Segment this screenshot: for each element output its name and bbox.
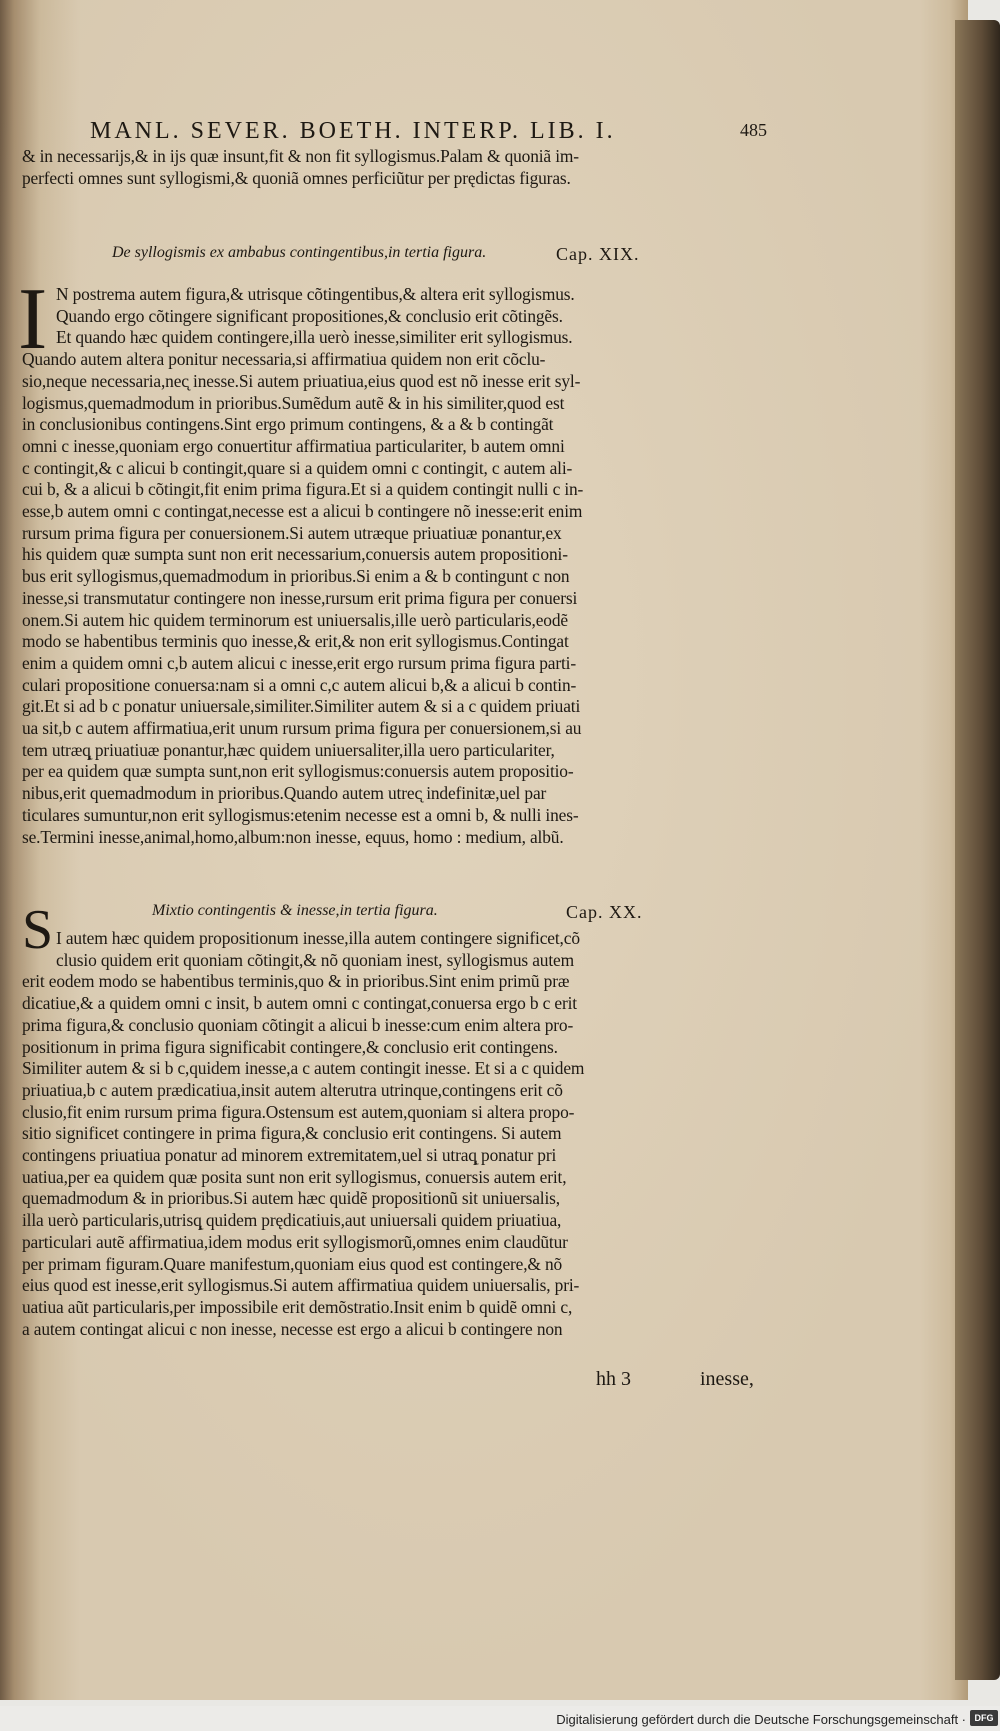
text-line: enim a quidem omni c,b autem alicui c inesse,erit ergo rursum prima figura parti- xyxy=(22,652,576,673)
chapter19-cap: Cap. XIX. xyxy=(556,244,640,264)
text-line: Quando ergo cõtingere significant propositiones,& conclusio erit cõtingẽs. xyxy=(56,305,563,326)
intro-paragraph xyxy=(22,146,780,189)
text-line: per ea quidem quæ sumpta sunt,non erit syllogismus:conuersis autem propositio- xyxy=(22,761,574,782)
text-line: omni c inesse,quoniam ergo conuertitur affirmatiua particulariter, b autem omni xyxy=(22,435,565,456)
text-line: I autem hæc quidem propositionum inesse,illa autem contingere significet,cõ xyxy=(56,928,580,948)
text-line: a autem contingat alicui c non inesse, necesse est ergo a alicui b contingere non xyxy=(22,1318,563,1339)
drop-initial-i: I xyxy=(18,271,48,368)
running-head: MANL. SEVER. BOETH. INTERP. LIB. I. xyxy=(90,118,616,144)
text-line: in conclusionibus contingens.Sint ergo primum contingens, & a & b contingãt xyxy=(22,414,554,435)
text-line: git.Et si ad b c ponatur uniuersale,similiter.Similiter autem & si a c quidem priuati xyxy=(22,696,581,717)
text-line: Et quando hæc quidem contingere,illa uerò inesse,similiter erit syllogismus. xyxy=(56,327,573,348)
text-line: ticulares sumuntur,non erit syllogismus:etenim necesse est a omni b, & nulli ines- xyxy=(22,804,579,825)
chapter19-body xyxy=(22,284,780,848)
text-line: c contingit,& c alicui b contingit,quare si a quidem omni c contingit, c autem ali- xyxy=(22,457,573,478)
text-line: tem utræq̨ priuatiuæ ponantur,hæc quidem uniuersaliter,illa uero particulariter, xyxy=(22,739,555,760)
text-line: nibus,erit quemadmodum in prioribus.Quando autem utrec̨ indefinitæ,uel par xyxy=(22,783,547,804)
text-line: clusio,fit enim rursum prima figura.Ostensum est autem,quoniam si altera propo- xyxy=(22,1101,575,1122)
page-number: 485 xyxy=(740,120,767,140)
text-line: N postrema autem figura,& utrisque cõtingentibus,& altera erit syllogismus. xyxy=(56,284,575,304)
dfg-logo: DFG xyxy=(970,1710,998,1726)
footer-credit: Digitalisierung gefördert durch die Deutsche Forschungsgemeinschaft · xyxy=(556,1712,966,1727)
text-line: erit eodem modo se habentibus terminis,quo & in prioribus.Sint enim primũ præ xyxy=(22,971,570,992)
page-edge xyxy=(955,20,1000,1680)
text-line: clusio quidem erit quoniam cõtingit,& nõ quoniam inest, syllogismus autem xyxy=(56,949,574,970)
text-line: onem.Si autem hic quidem terminorum est uniuersalis,ille uerò particularis,eodẽ xyxy=(22,609,568,630)
signature-mark: hh 3 xyxy=(596,1368,631,1390)
text-line: eius quod est inesse,erit syllogismus.Si autem affirmatiua quidem uniuersalis, pri- xyxy=(22,1275,580,1296)
text-line: perfecti omnes sunt syllogismi,& quoniã omnes perficiũtur per prędictas figuras. xyxy=(22,167,571,188)
text-line: ua sit,b c autem affirmatiua,erit unum rursum prima figura per conuersionem,si au xyxy=(22,718,582,739)
text-line: quemadmodum & in prioribus.Si autem hæc quidẽ propositionũ sit uniuersalis, xyxy=(22,1188,560,1209)
text-line: dicatiue,& a quidem omni c insit, b autem omni c contingat,conuersa ergo b c erit xyxy=(22,993,577,1014)
drop-initial-s: S xyxy=(22,899,54,961)
text-line: particulari autẽ affirmatiua,idem modus erit syllogismorũ,omnes enim claudũtur xyxy=(22,1231,568,1252)
text-line: Quando autem altera ponitur necessaria,si affirmatiua quidem non erit cõclu- xyxy=(22,349,546,370)
chapter20-heading: Mixtio contingentis & inesse,in tertia figura. xyxy=(152,902,438,919)
text-line: illa uerò particularis,utrisq̨ quidem prędicatiuis,aut uniuersali quidem priuatiua, xyxy=(22,1210,562,1231)
text-line: his quidem quæ sumpta sunt non erit necessarium,conuersis autem propositioni- xyxy=(22,544,568,565)
catchword: inesse, xyxy=(700,1368,754,1390)
footer-bar xyxy=(0,1706,1000,1731)
text-line: positionum in prima figura significabit contingere,& conclusio erit contingens. xyxy=(22,1036,558,1057)
text-line: rursum prima figura per conuersionem.Si autem utræque priuatiuæ ponantur,ex xyxy=(22,522,562,543)
text-line: & in necessarijs,& in ijs quæ insunt,fit & non fit syllogismus.Palam & quoniã im- xyxy=(22,146,579,166)
text-line: per primam figuram.Quare manifestum,quoniam eius quod est contingere,& nõ xyxy=(22,1253,563,1274)
text-line: Similiter autem & si b c,quidem inesse,a c autem contingit inesse. Et si a c quidem xyxy=(22,1058,585,1079)
text-line: cui b, & a alicui b cõtingit,fit enim prima figura.Et si a quidem contingit nulli c in- xyxy=(22,479,584,500)
chapter19-heading: De syllogismis ex ambabus contingentibus,in tertia figura. xyxy=(112,244,487,261)
text-line: logismus,quemadmodum in prioribus.Sumẽdum autẽ & in his similiter,quod est xyxy=(22,392,565,413)
text-line: sio,neque necessaria,nec̨ inesse.Si autem priuatiua,eius quod est nõ inesse erit syl- xyxy=(22,370,581,391)
text-line: uatiua aũt particularis,per impossibile erit demõstratio.Insit enim b quidẽ omni c, xyxy=(22,1296,573,1317)
text-line: uatiua,per ea quidem quæ posita sunt non erit syllogismus, conuersis autem erit, xyxy=(22,1166,567,1187)
text-line: priuatiua,b c autem prædicatiua,insit autem alterutra utrinque,contingens erit cõ xyxy=(22,1079,563,1100)
text-line: esse,b autem omni c contingat,necesse est a alicui b contingere nõ inesse:erit enim xyxy=(22,501,583,522)
text-line: modo se habentibus terminis quo inesse,& erit,& non erit syllogismus.Contingat xyxy=(22,631,569,652)
text-line: sitio significet contingere in prima figura,& conclusio erit contingens. Si autem xyxy=(22,1123,562,1144)
text-line: bus erit syllogismus,quemadmodum in prioribus.Si enim a & b contingunt c non xyxy=(22,566,570,587)
text-line: prima figura,& conclusio quoniam cõtingit a alicui b inesse:cum enim altera pro- xyxy=(22,1014,574,1035)
chapter20-body xyxy=(22,928,780,1340)
text-line: se.Termini inesse,animal,homo,album:non inesse, equus, homo : medium, albũ. xyxy=(22,826,564,847)
text-line: contingens priuatiua ponatur ad minorem extremitatem,uel si utraq̨ ponatur pri xyxy=(22,1145,557,1166)
text-line: culari propositione conuersa:nam si a omni c,c autem alicui b,& a alicui b contin- xyxy=(22,674,577,695)
chapter20-cap: Cap. XX. xyxy=(566,902,643,922)
text-line: inesse,si transmutatur contingere non inesse,rursum erit prima figura per conuersi xyxy=(22,587,578,608)
